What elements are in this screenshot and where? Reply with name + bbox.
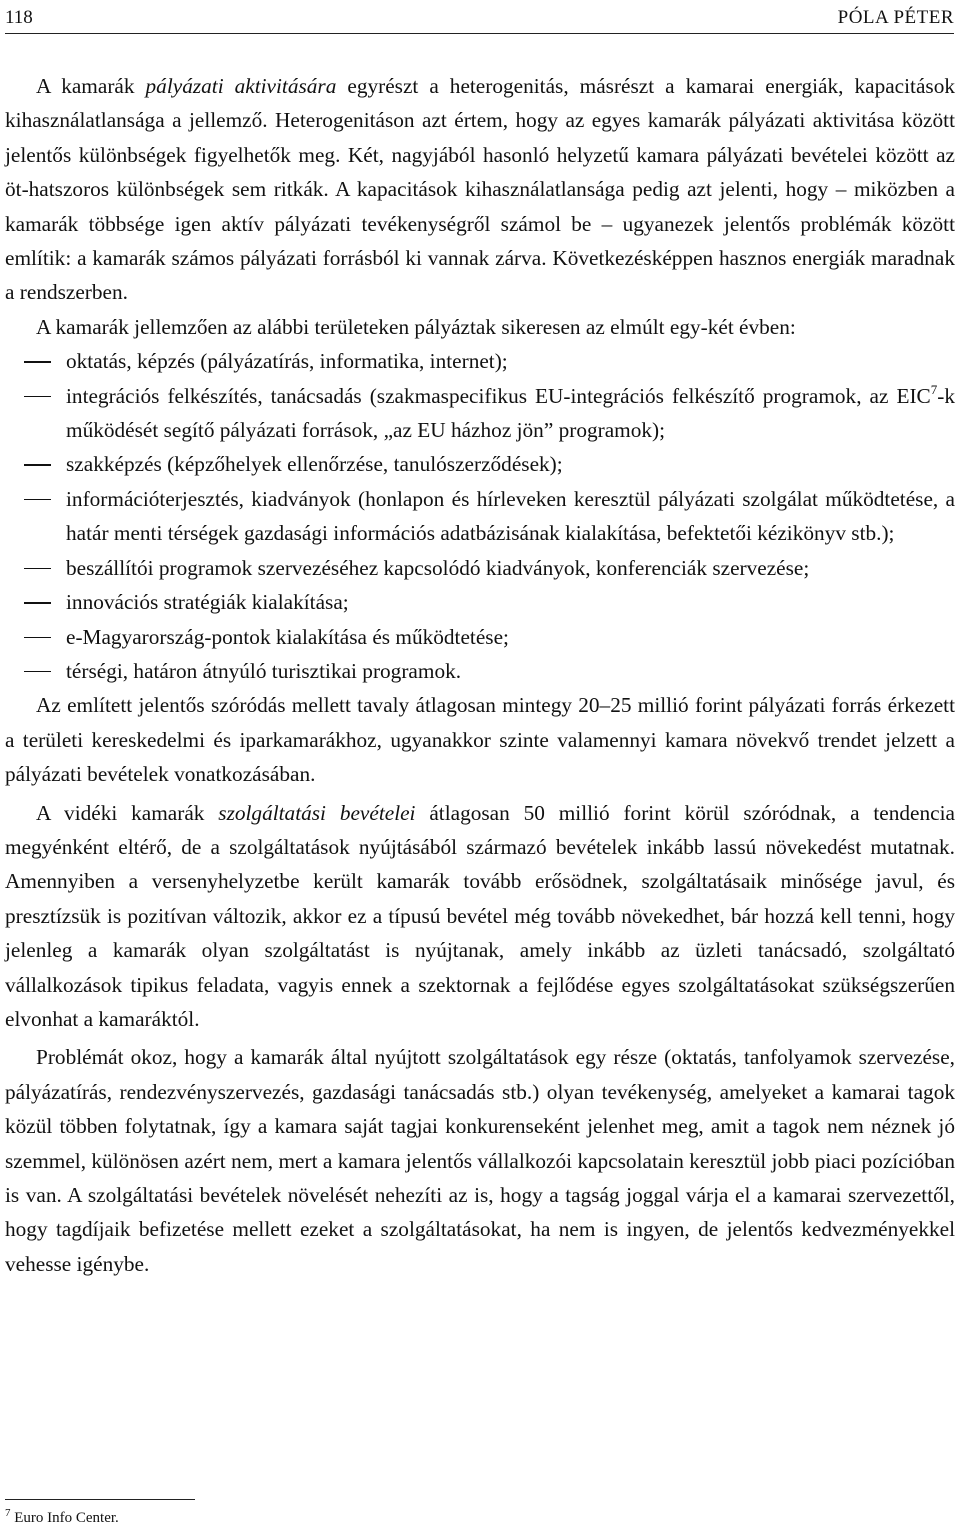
paragraph-3: Az említett jelentős szóródás mellett tavaly átlagosan mintegy 20–25 millió forint pályázati forrás érkezett a területi kereskedelmi és iparkamarákhoz, ugyanakkor szinte valamennyi kamara növekvő trendet jelzett a pályázati bevételek vonatkozásában.	[5, 693, 955, 787]
emphasis: pályázati aktivitására	[145, 74, 337, 98]
paragraph-2: A kamarák jellemzően az alábbi területeken pályáztak sikeresen az elmúlt egy-két évben:	[36, 314, 796, 339]
list-item: térségi, határon átnyúló turisztikai programok.	[5, 654, 955, 688]
page-number: 118	[5, 7, 33, 28]
paragraph-5: Problémát okoz, hogy a kamarák által nyújtott szolgáltatások egy része (oktatás, tanfolyamok szervezése, pályázatírás, rendezvényszervezés, gazdasági tanácsadás stb.) olyan tevékenység, amelyeket a kamarai tagok közül többen folytatnak, így a kamara saját tagjai konkurenseként jelenhet meg, amit a tagok nem néznek jó szemmel, különösen azért nem, mert a kamara jelentős vállalkozói kapcsolatain keresztül jobb piaci pozícióban is van. A szolgáltatási bevételek növelését nehezíti az is, hogy a tagság joggal várja el a kamarai szervezettől, hogy tagdíjaik befizetése mellett ezeket a szolgáltatásokat, ha nem is ingyen, de jelentős kedvezményekkel vehesse igénybe.	[5, 1045, 955, 1276]
list-item: integrációs felkészítés, tanácsadás (szakmaspecifikus EU-integrációs felkészítő programok, az EIC$^7$-k működését segítő pályázati források, „az EU házhoz jön” programok);	[5, 379, 955, 448]
footnote-divider	[5, 1499, 195, 1500]
list-item: szakképzés (képzőhelyek ellenőrzése, tanulószerződések);	[5, 447, 955, 481]
paragraph-1: A kamarák pályázati aktivitására egyrészt a heterogenitás, másrészt a kamarai energiák, kapacitások kihasználatlansága a jellemző. Heterogenitáson azt értem, hogy az egyes kamarák pályázati aktivitása között jelentős különbségek figyelhetők meg. Két, nagyjából hasonló helyzetű kamara pályázati bevételei között az öt-hatszoros különbségek sem ritkák. A kapacitások kihasználatlansága pedig azt jelenti, hogy – miközben a kamarák többsége igen aktív pályázati tevékenységről számol be – ugyanezek jelentős problémák között említik: a kamarák számos pályázati forrásból ki vannak zárva. Következésképpen hasznos energiák maradnak a rendszerben.	[5, 74, 955, 305]
list-item: oktatás, képzés (pályázatírás, informatika, internet);	[5, 344, 955, 378]
list-item: információterjesztés, kiadványok (honlapon és hírleveken keresztül pályázati szolgálat működtetése, a határ menti térségek gazdasági információs adatbázisának kialakítása, befektetői kézikönyv stb.);	[5, 482, 955, 551]
dash-bullet	[24, 499, 51, 501]
footnote-number: 7	[5, 1507, 11, 1519]
running-header	[5, 3, 954, 34]
dash-bullet	[24, 464, 51, 466]
footnote	[5, 1508, 119, 1528]
dash-bullet	[24, 396, 51, 398]
list-item: e-Magyarország-pontok kialakítása és működtetése;	[5, 620, 955, 654]
footnote-ref: 7	[930, 381, 938, 397]
running-header-author: PÓLA PÉTER	[837, 7, 954, 28]
list-item: innovációs stratégiák kialakítása;	[5, 585, 955, 619]
body-text	[5, 69, 955, 1281]
dash-bullet	[24, 602, 51, 604]
list-item: beszállítói programok szervezéséhez kapcsolódó kiadványok, konferenciák szervezése;	[5, 551, 955, 585]
dash-bullet	[24, 637, 51, 639]
dash-bullet	[24, 671, 51, 673]
emphasis: szolgáltatási bevételei	[218, 800, 416, 825]
dash-bullet	[24, 568, 51, 570]
dash-bullet	[24, 361, 51, 363]
footnote-text: Euro Info Center.	[10, 1510, 119, 1526]
paragraph-4: A vidéki kamarák szolgáltatási bevételei átlagosan 50 millió forint körül szóródnak, a tendencia megyénként eltérő, de a szolgáltatások nyújtásából származó bevételek inkább lassú növekedést mutatnak. Amennyiben a versenyhelyzetbe került kamarák tovább erősödnek, szolgáltatásaik minősége javul, és presztízsük is pozitívan változik, akkor ez a típusú bevétel még tovább növekedhet, bár hozzá kell tenni, hogy jelenleg a kamarák olyan szolgáltatást is nyújtanak, amely inkább az üzleti tanácsadó, szolgáltató vállalkozások tipikus feladata, vagyis ennek a szektornak a fejlődése egyes szolgáltatásokat szükségszerűen elvonhat a kamaráktól.	[5, 800, 955, 1031]
dash-list	[5, 344, 955, 688]
